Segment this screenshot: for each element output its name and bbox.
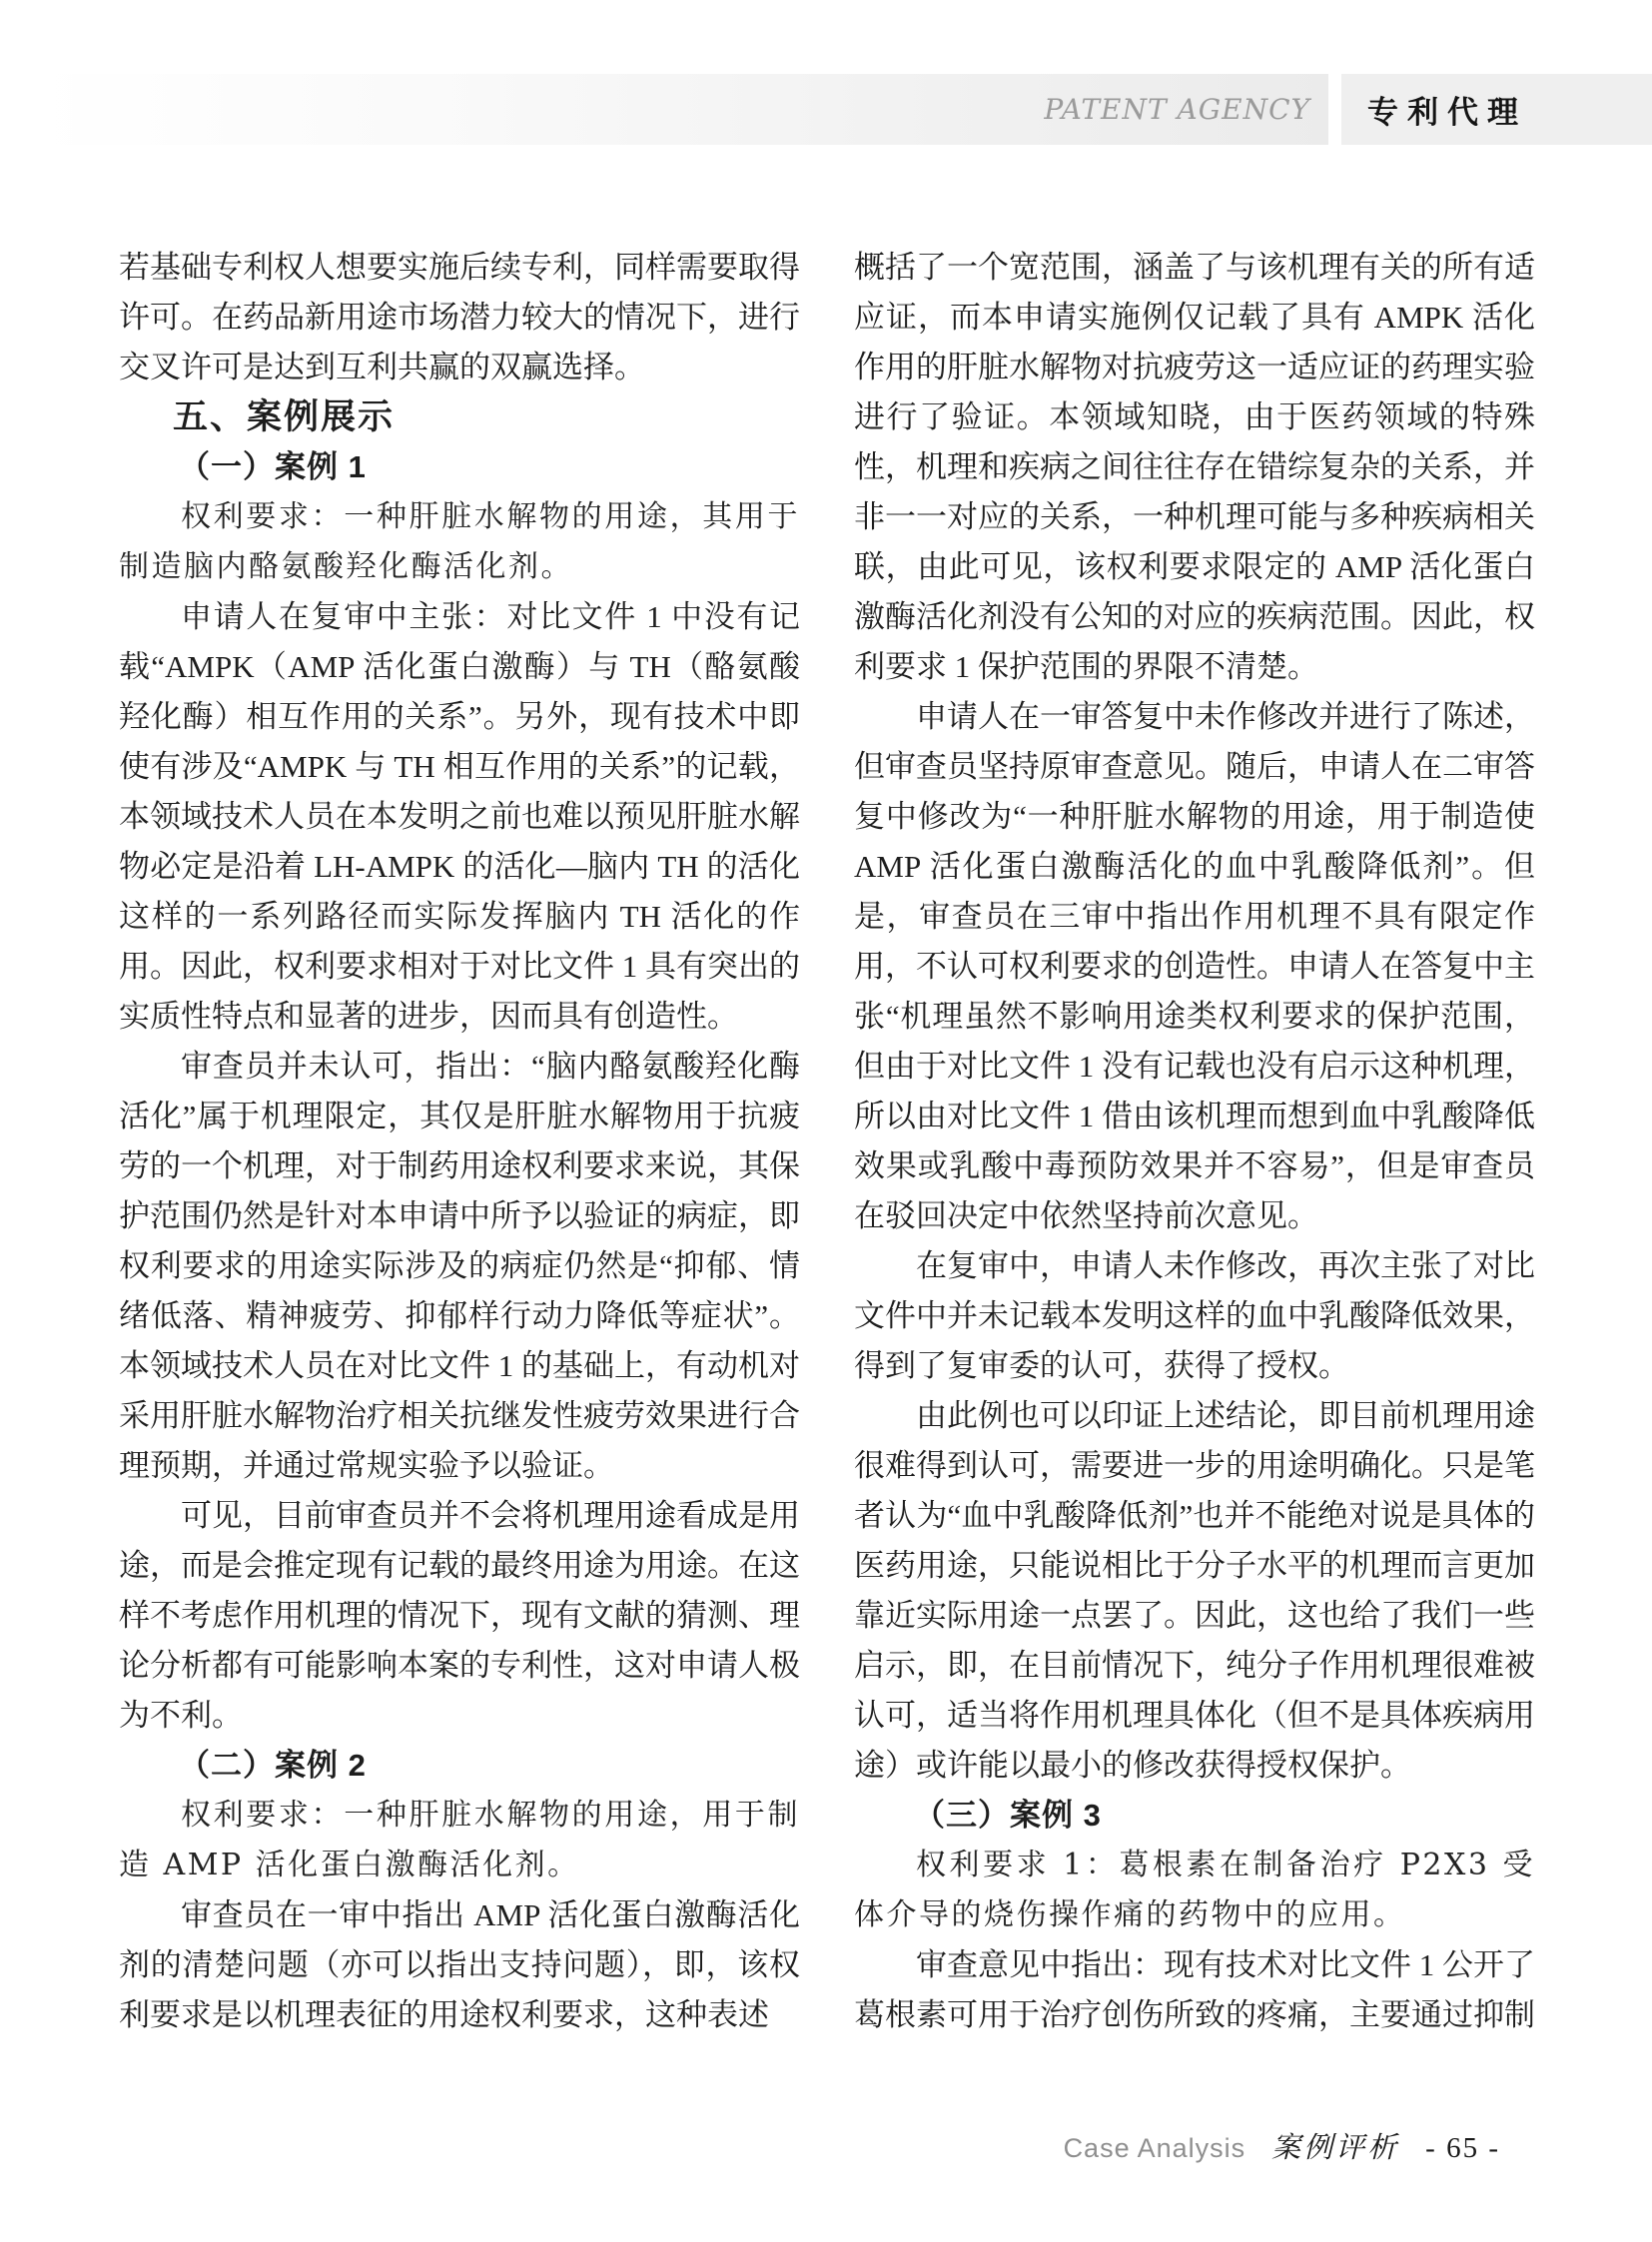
paragraph: 审查员并未认可，指出：“脑内酪氨酸羟化酶活化”属于机理限定，其仅是肝脏水解物用于抗疲劳的一个机理，对于制药用途权利要求来说，其保护范围仍然是针对本申请中所予以验证的病症，即权利要求的用途实际涉及的病症仍然是“抑郁、情绪低落、精神疲劳、抑郁样行动力降低等症状”。本领域技术人员在对比文件 1 的基础上，有动机对采用肝脏水解物治疗相关抗继发性疲劳效果进行合理预期，并通过常规实验予以验证。 <box>119 1049 800 1483</box>
paragraph: 若基础专利权人想要实施后续专利，同样需要取得许可。在药品新用途市场潜力较大的情况下，进行交叉许可是达到互利共赢的双赢选择。 <box>119 250 800 384</box>
paragraph: 可见，目前审查员并不会将机理用途看成是用途，而是会推定现有记载的最终用途为用途。在这样不考虑作用机理的情况下，现有文献的猜测、理论分析都有可能影响本案的专利性，这对申请人极为不利。 <box>119 1498 800 1733</box>
paragraph: 概括了一个宽范围，涵盖了与该机理有关的所有适应证，而本申请实施例仅记载了具有 AMPK 活化作用的肝脏水解物对抗疲劳这一适应证的药理实验进行了验证。本领域知晓，由于医药领域的特殊性，机理和疾病之间往往存在错综复杂的关系，并非一一对应的关系，一种机理可能与多种疾病相关联，由此可见，该权利要求限定的 AMP 活化蛋白激酶活化剂没有公知的对应的疾病范围。因此，权利要求 1 保护范围的界限不清楚。 <box>854 250 1535 684</box>
paragraph: 申请人在一审答复中未作修改并进行了陈述，但审查员坚持原审查意见。随后，申请人在二审答复中修改为“一种肝脏水解物的用途，用于制造使 AMP 活化蛋白激酶活化的血中乳酸降低剂”。但是，审查员在三审中指出作用机理不具有限定作用，不认可权利要求的创造性。申请人在答复中主张“机理虽然不影响用途类权利要求的保护范围，但由于对比文件 1 没有记载也没有启示这种机理，所以由对比文件 1 借由该机理而想到血中乳酸降低效果或乳酸中毒预防效果并不容易”，但是审查员在驳回决定中依然坚持前次意见。 <box>854 699 1535 1233</box>
claim-paragraph: 权利要求 1：葛根素在制备治疗 P2X3 受体介导的烧伤操作痛的药物中的应用。 <box>854 1848 1535 1932</box>
header-band-left <box>37 74 1328 145</box>
paragraph: 审查员在一审中指出 AMP 活化蛋白激酶活化剂的清楚问题（亦可以指出支持问题），即，该权利要求是以机理表征的用途权利要求，这种表述 <box>119 1897 800 2032</box>
journal-title-cn: 专利代理 <box>1367 95 1527 130</box>
paragraph: 申请人在复审中主张：对比文件 1 中没有记载“AMPK（AMP 活化蛋白激酶）与 TH（酪氨酸羟化酶）相互作用的关系”。另外，现有技术中即使有涉及“AMPK 与 TH 相互作用的关系”的记载，本领域技术人员在本发明之前也难以预见肝脏水解物必定是沿着 LH-AMPK 的活化—脑内 TH 的活化这样的一系列路径而实际发挥脑内 TH 活化的作用。因此，权利要求相对于对比文件 1 具有突出的实质性特点和显著的进步，因而具有创造性。 <box>119 599 800 1034</box>
page-number: - 65 - <box>1425 2132 1500 2164</box>
journal-title-en: PATENT AGENCY <box>1044 93 1310 126</box>
footer-section-en: Case Analysis <box>1063 2133 1246 2163</box>
text-column-left <box>119 243 800 2055</box>
case-heading: （一）案例 1 <box>179 449 367 484</box>
header-band-right <box>1341 74 1652 145</box>
text-column-right <box>854 243 1535 2055</box>
footer-section-cn: 案例评析 <box>1271 2130 1400 2164</box>
paragraph: 由此例也可以印证上述结论，即目前机理用途很难得到认可，需要进一步的用途明确化。只是笔者认为“血中乳酸降低剂”也并不能绝对说是具体的医药用途，只能说相比于分子水平的机理而言更加靠近实际用途一点罢了。因此，这也给了我们一些启示，即，在目前情况下，纯分子作用机理很难被认可，适当将作用机理具体化（但不是具体疾病用途）或许能以最小的修改获得授权保护。 <box>854 1398 1535 1783</box>
section-heading: 五、案例展示 <box>173 397 396 436</box>
case-heading: （二）案例 2 <box>179 1748 367 1783</box>
case-heading: （三）案例 3 <box>914 1798 1102 1833</box>
page-footer <box>1064 2125 1500 2166</box>
paragraph: 在复审中，申请人未作修改，再次主张了对比文件中并未记载本发明这样的血中乳酸降低效果，得到了复审委的认可，获得了授权。 <box>854 1248 1535 1383</box>
claim-paragraph: 权利要求：一种肝脏水解物的用途，用于制造 AMP 活化蛋白激酶活化剂。 <box>119 1798 800 1882</box>
claim-paragraph: 权利要求：一种肝脏水解物的用途，其用于制造脑内酪氨酸羟化酶活化剂。 <box>119 499 800 584</box>
paragraph: 审查意见中指出：现有技术对比文件 1 公开了葛根素可用于治疗创伤所致的疼痛，主要通过抑制 <box>854 1947 1535 2032</box>
